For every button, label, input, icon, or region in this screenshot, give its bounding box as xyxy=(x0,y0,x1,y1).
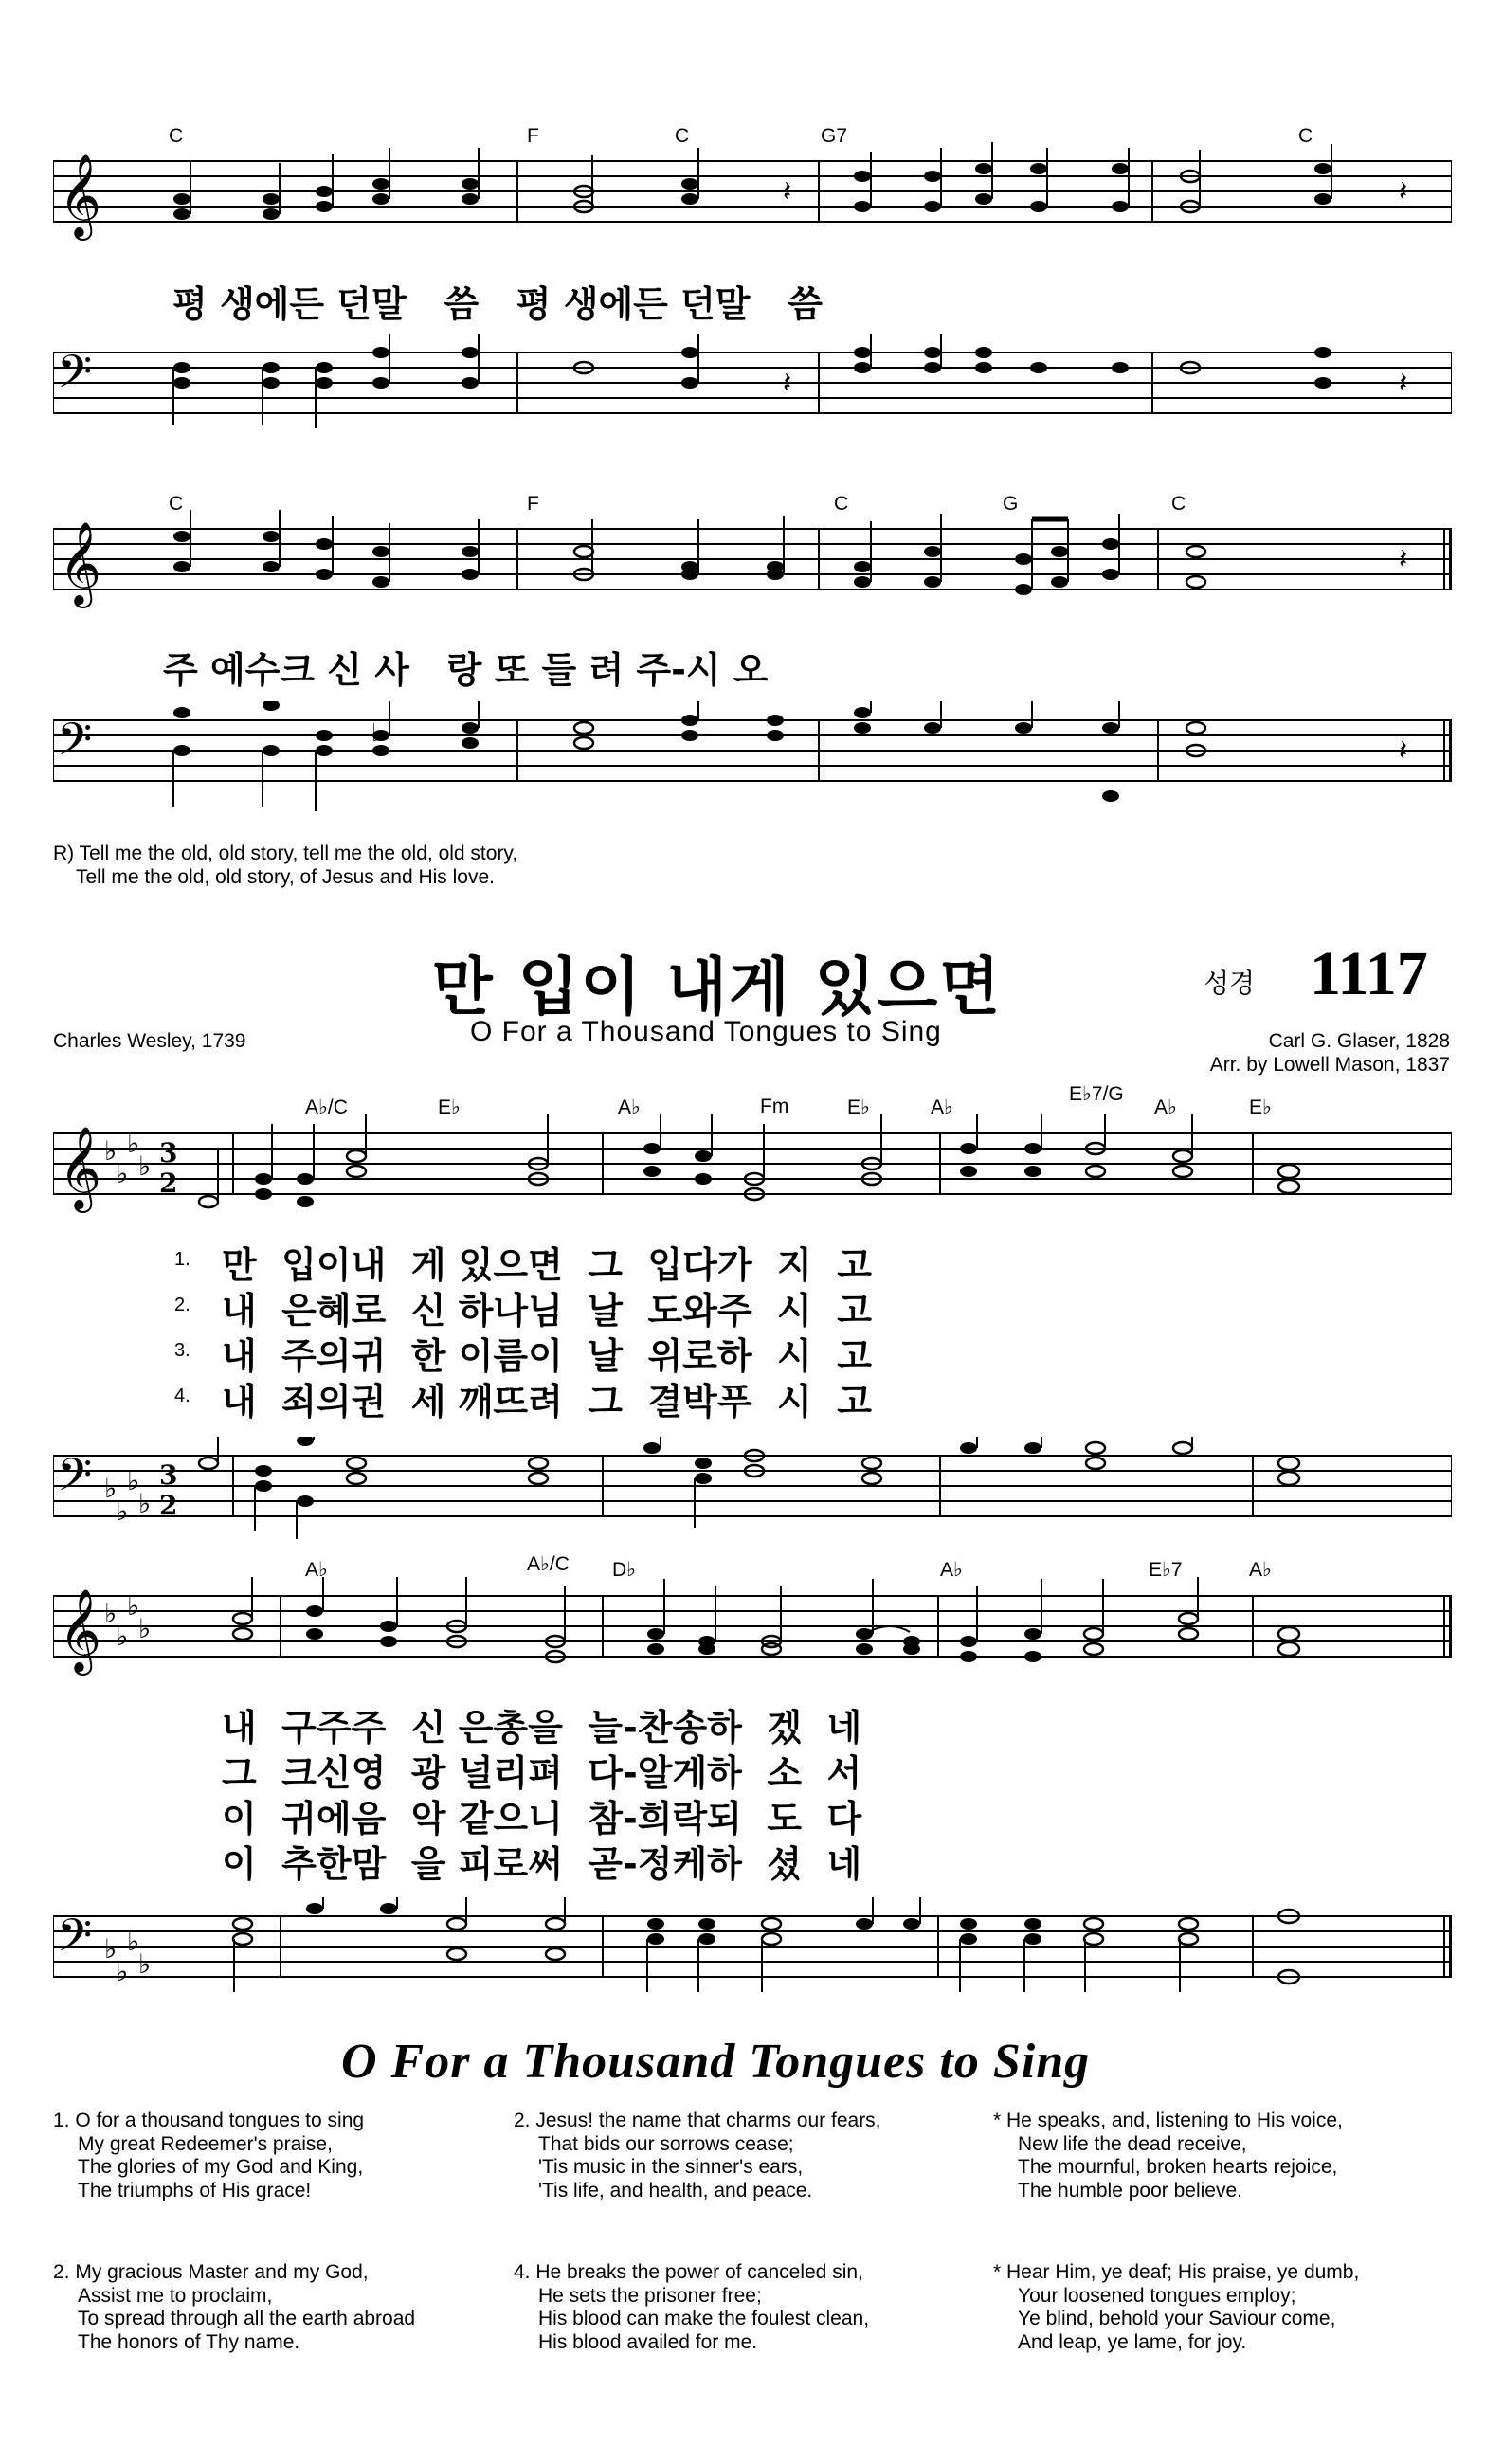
bible-label: 성경 xyxy=(1204,968,1256,999)
lyrics-line: 평 생에든 던말 씀 평 생에든 던말 씀 xyxy=(172,283,823,325)
english-verse xyxy=(514,2110,881,2202)
svg-text:♭: ♭ xyxy=(104,1598,118,1629)
english-verse xyxy=(53,2110,364,2202)
verse-line: Your loosened tongues employ; xyxy=(1018,2284,1296,2307)
chord-symbol: A♭ xyxy=(1154,1096,1177,1118)
treble-staff xyxy=(53,510,1452,614)
verse-line: His blood availed for me. xyxy=(538,2330,758,2353)
verse-line: Ye blind, behold your Saviour come, xyxy=(1018,2308,1336,2329)
verse-line: Assist me to proclaim, xyxy=(78,2284,273,2307)
verse-line: My great Redeemer's praise, xyxy=(78,2132,333,2155)
verse-lyrics: 내 은혜로 신 하나님 날 도와주 시 고 xyxy=(222,1290,872,1332)
svg-text:3: 3 xyxy=(159,1137,178,1169)
chord-symbol: C xyxy=(834,493,849,515)
bass-staff xyxy=(53,334,1452,438)
svg-text:𝄞: 𝄞 xyxy=(59,1125,101,1209)
verse-line: The honors of Thy name. xyxy=(78,2330,300,2353)
verse-number: 3. xyxy=(174,1340,190,1361)
svg-text:𝄢: 𝄢 xyxy=(57,713,93,777)
chord-symbol: A♭/C xyxy=(305,1096,348,1118)
treble-staff xyxy=(53,142,1452,246)
chord-symbol: C xyxy=(1171,493,1186,515)
svg-text:𝄽: 𝄽 xyxy=(783,175,792,208)
chord-symbol: G xyxy=(1003,493,1019,515)
chord-symbol: Fm xyxy=(760,1096,789,1117)
refrain-note xyxy=(53,842,517,889)
bass-staff xyxy=(53,701,1452,824)
svg-text:2: 2 xyxy=(159,1168,178,1199)
svg-text:♭: ♭ xyxy=(116,1495,129,1527)
verse-number: 4. xyxy=(174,1386,190,1406)
bass-staff xyxy=(53,1437,1452,1541)
chord-symbol: C xyxy=(1298,125,1313,147)
verse-number: 1. xyxy=(174,1249,190,1270)
svg-text:♭: ♭ xyxy=(104,1473,118,1504)
arranger: Arr. by Lowell Mason, 1837 xyxy=(1209,1054,1450,1076)
svg-text:♭: ♭ xyxy=(104,1135,118,1167)
svg-text:𝄢: 𝄢 xyxy=(57,345,93,409)
hymn-number: 1117 xyxy=(1310,939,1428,1008)
verse-lyrics: 만 입이내 게 있으면 그 입다가 지 고 xyxy=(222,1244,872,1286)
verse-line: The mournful, broken hearts rejoice, xyxy=(1018,2156,1338,2178)
chord-symbol: A♭ xyxy=(1249,1559,1272,1581)
svg-text:♭: ♭ xyxy=(371,719,384,748)
chord-symbol: A♭ xyxy=(940,1559,963,1581)
english-title-script: O For a Thousand Tongues to Sing xyxy=(341,2035,1091,2089)
treble-staff xyxy=(53,1577,1452,1681)
svg-text:♭: ♭ xyxy=(127,1590,140,1622)
verse-line: That bids our sorrows cease; xyxy=(538,2132,794,2155)
chord-symbol: E♭7 xyxy=(1149,1559,1183,1581)
verse-lyrics: 내 구주주 신 은총을 늘-찬송하 겠 네 xyxy=(222,1707,862,1748)
chord-symbol: D♭ xyxy=(612,1559,637,1581)
composer-credit xyxy=(1210,1029,1450,1077)
svg-text:𝄞: 𝄞 xyxy=(59,1587,101,1672)
chord-symbol: E♭ xyxy=(438,1096,461,1118)
chord-symbol: E♭ xyxy=(1249,1096,1272,1118)
verse-line: His blood can make the foulest clean, xyxy=(538,2308,870,2329)
verse-line: 4. He breaks the power of canceled sin, xyxy=(514,2261,863,2283)
chord-symbol: A♭ xyxy=(618,1096,641,1118)
svg-text:𝄽: 𝄽 xyxy=(783,367,792,400)
chord-symbol: A♭ xyxy=(305,1559,328,1581)
author-credit: Charles Wesley, 1739 xyxy=(53,1030,246,1052)
svg-text:♭: ♭ xyxy=(116,1621,129,1652)
hymn-title-korean: 만 입이 내게 있으면 xyxy=(432,951,1002,1024)
english-verse xyxy=(993,2261,1359,2354)
chord-symbol: F xyxy=(527,125,539,147)
verse-lyrics: 이 귀에음 악 같으니 참-희락되 도 다 xyxy=(222,1798,862,1839)
bass-staff xyxy=(53,1897,1452,2020)
verse-line: The humble poor believe. xyxy=(1018,2179,1242,2201)
svg-text:𝄽: 𝄽 xyxy=(1399,543,1408,576)
english-verse xyxy=(514,2261,869,2354)
svg-text:𝄞: 𝄞 xyxy=(59,153,101,237)
refrain-line: R) Tell me the old, old story, tell me the old, old story, xyxy=(53,842,518,864)
english-verse xyxy=(53,2261,415,2354)
english-verse xyxy=(993,2110,1343,2202)
chord-symbol: C xyxy=(169,493,184,515)
verse-line: The glories of my God and King, xyxy=(78,2156,364,2178)
chord-symbol: A♭/C xyxy=(527,1553,570,1575)
verse-line: 2. My gracious Master and my God, xyxy=(53,2261,369,2283)
treble-staff xyxy=(53,1114,1452,1219)
verse-number: 2. xyxy=(174,1295,190,1315)
svg-text:𝄽: 𝄽 xyxy=(1399,175,1408,208)
verse-line: New life the dead receive, xyxy=(1018,2132,1247,2155)
svg-text:♭: ♭ xyxy=(138,1613,152,1644)
svg-text:3: 3 xyxy=(159,1459,178,1491)
verse-line: 'Tis life, and health, and peace. xyxy=(538,2179,813,2201)
verse-line: * Hear Him, ye deaf; His praise, ye dumb, xyxy=(993,2261,1360,2283)
svg-text:𝄢: 𝄢 xyxy=(57,1448,93,1513)
verse-line: 'Tis music in the sinner's ears, xyxy=(538,2156,804,2178)
verse-line: He sets the prisoner free; xyxy=(538,2284,762,2307)
lyrics-line: 주 예수크 신 사 랑 또 들 려 주-시 오 xyxy=(163,649,769,691)
verse-lyrics: 내 죄의권 세 깨뜨려 그 결박푸 시 고 xyxy=(222,1381,872,1422)
svg-text:♭: ♭ xyxy=(104,1933,118,1965)
chord-symbol: C xyxy=(675,125,690,147)
svg-text:𝄞: 𝄞 xyxy=(59,520,101,605)
svg-text:♭: ♭ xyxy=(127,1465,140,1496)
verse-lyrics: 내 주의귀 한 이름이 날 위로하 시 고 xyxy=(222,1335,872,1377)
svg-text:♭: ♭ xyxy=(138,1150,152,1182)
refrain-line: Tell me the old, old story, of Jesus and His love. xyxy=(76,866,495,888)
svg-text:♭: ♭ xyxy=(138,1488,152,1519)
chord-symbol: E♭ xyxy=(847,1096,870,1118)
verse-line: 2. Jesus! the name that charms our fears, xyxy=(514,2110,881,2131)
chord-symbol: F xyxy=(527,493,539,515)
verse-line: 1. O for a thousand tongues to sing xyxy=(53,2110,365,2131)
verse-lyrics: 이 추한맘 을 피로써 곧-정케하 셨 네 xyxy=(222,1843,862,1885)
svg-text:♭: ♭ xyxy=(116,1158,129,1189)
svg-text:𝄢: 𝄢 xyxy=(57,1909,93,1973)
svg-text:𝄽: 𝄽 xyxy=(1399,734,1408,768)
verse-line: * He speaks, and, listening to His voice, xyxy=(993,2110,1343,2131)
svg-text:♭: ♭ xyxy=(127,1926,140,1957)
hymn-title-english: O For a Thousand Tongues to Sing xyxy=(470,1016,942,1047)
verse-line: The triumphs of His grace! xyxy=(78,2179,312,2201)
chord-symbol: G7 xyxy=(821,125,848,147)
chord-symbol: E♭7/G xyxy=(1069,1083,1124,1105)
svg-text:♭: ♭ xyxy=(138,1948,152,1980)
composer: Carl G. Glaser, 1828 xyxy=(1268,1030,1450,1052)
verse-lyrics: 그 크신영 광 널리펴 다-알게하 소 서 xyxy=(222,1752,862,1794)
chord-symbol: C xyxy=(169,125,184,147)
svg-text:♭: ♭ xyxy=(116,1956,129,1987)
verse-line: To spread through all the earth abroad xyxy=(78,2308,416,2329)
chord-symbol: A♭ xyxy=(931,1096,953,1118)
verse-line: And leap, ye lame, for joy. xyxy=(1018,2330,1247,2353)
svg-text:♭: ♭ xyxy=(127,1128,140,1159)
svg-text:2: 2 xyxy=(159,1490,178,1521)
svg-text:𝄽: 𝄽 xyxy=(1399,367,1408,400)
